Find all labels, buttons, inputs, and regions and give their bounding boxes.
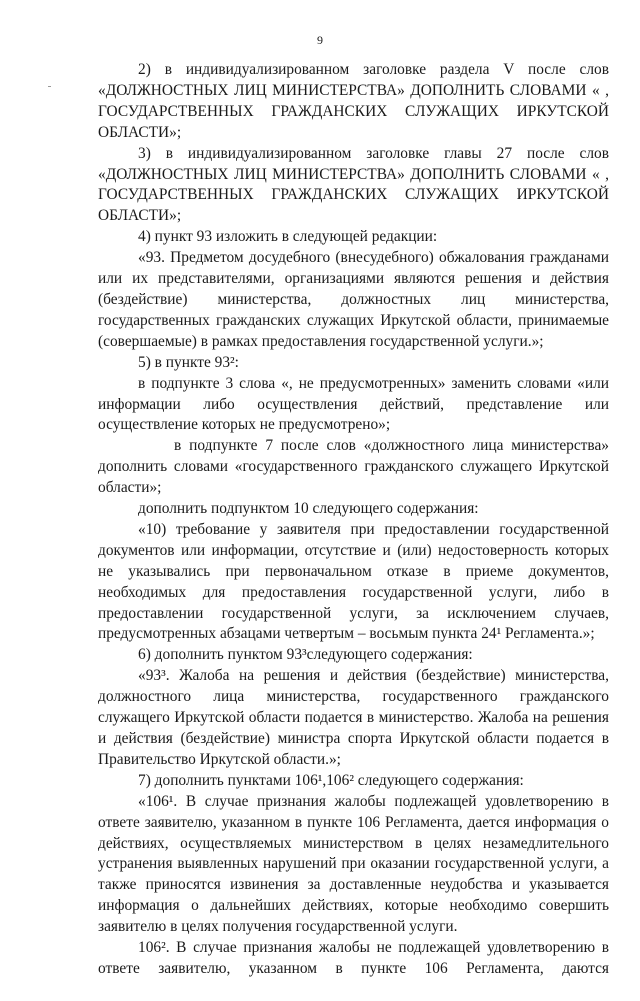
paragraph-11: «93³. Жалоба на решения и действия (бездействие) министерства, должностного лица министерства, государственного гражданского служащего Иркутской области подается в министерство. Жалоба на решения и действия (бездействие) министра спорта Иркутской области подается в Правительство Иркутской области.»; (98, 667, 609, 768)
paragraph-14: 106². В случае признания жалобы не подлежащей удовлетворению в ответе заявителю, указанном в пункте 106 Регламента, даются (98, 939, 609, 977)
paragraph-10: 6) дополнить пунктом 93³следующего содержания: (138, 646, 473, 664)
paragraph-13: «106¹. В случае признания жалобы подлежащей удовлетворению в ответе заявителю, указанном в пункте 106 Регламента, дается информация о действиях, осуществляемых министерством в целях незамедлительного устранения выявленных нарушений при оказании государственной услуги, а также приносятся извинения за доставленные неудобства и указывается информация о дальнейших действиях, которые необходимо совершить заявителю в целях получения государственной услуги. (98, 792, 609, 936)
paragraph-2: 3) в индивидуализированном заголовке главы 27 после слов «ДОЛЖНОСТНЫХ ЛИЦ МИНИСТЕРСТВА» ДОПОЛНИТЬ СЛОВАМИ « , ГОСУДАРСТВЕННЫХ ГРАЖДАНСКИХ СЛУЖАЩИХ ИРКУТСКОЙ ОБЛАСТИ»; (98, 144, 609, 225)
scan-mark (48, 86, 51, 87)
paragraph-8: дополнить подпунктом 10 следующего содержания: (138, 500, 479, 518)
paragraph-7: в подпункте 7 после слов «должностного лица министерства» дополнить словами «государственного гражданского служащего Иркутской области»; (98, 437, 609, 497)
paragraph-1: 2) в индивидуализированном заголовке раздела V после слов «ДОЛЖНОСТНЫХ ЛИЦ МИНИСТЕРСТВА» ДОПОЛНИТЬ СЛОВАМИ « , ГОСУДАРСТВЕННЫХ ГРАЖДАНСКИХ СЛУЖАЩИХ ИРКУТСКОЙ ОБЛАСТИ»; (98, 61, 609, 141)
paragraph-12: 7) дополнить пунктами 106¹,106² следующего содержания: (138, 771, 524, 789)
paragraph-6: в подпункте 3 слова «, не предусмотренных» заменить словами «или информации либо осуществления действий, представление или осуществление которых не предусмотрено»; (98, 374, 609, 434)
paragraph-5: 5) в пункте 93²: (138, 353, 239, 371)
paragraph-4: «93. Предметом досудебного (внесудебного) обжалования гражданами или их представителями, организациями являются решения и действия (бездействие) министерства, должностных лиц министерства, государственных гражданских служащих Иркутской области, принимаемые (совершаемые) в рамках предоставления государственной услуги.»; (98, 249, 609, 350)
paragraph-9: «10) требование у заявителя при предоставлении государственной документов или информации, отсутствие и (или) недостоверность которых не указывались при первоначальном отказе в приеме документов, необходимых для предоставления государственной услуги, либо в предоставлении государственной услуги, за исключением случаев, предусмотренных абзацами четвертым – восьмым пункта 24¹ Регламента.»; (98, 520, 609, 643)
page-number: 9 (317, 33, 323, 47)
document-body (98, 60, 609, 1001)
paragraph-3: 4) пункт 93 изложить в следующей редакции: (138, 228, 438, 246)
